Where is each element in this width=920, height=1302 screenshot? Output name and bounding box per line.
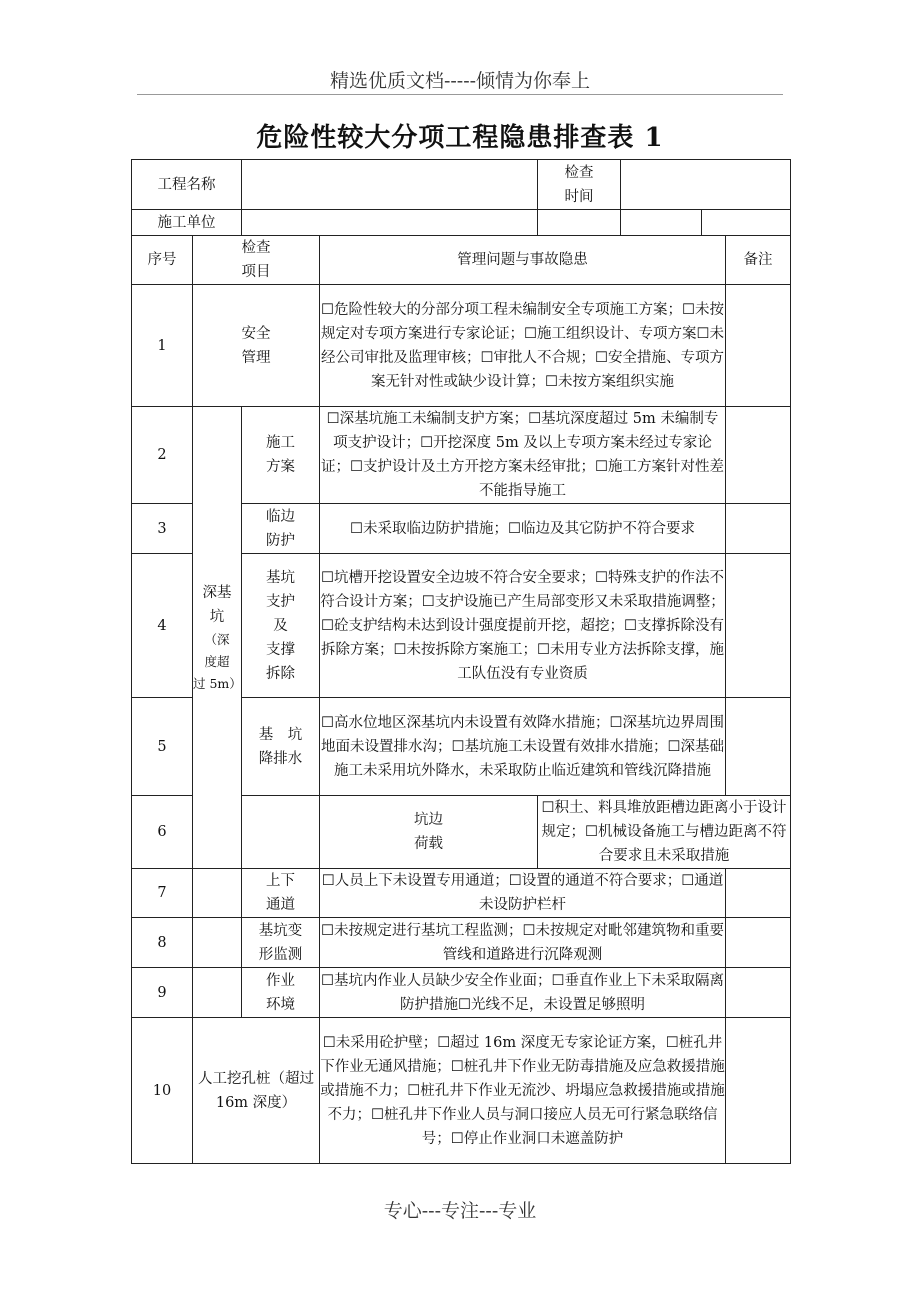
deep-pit-group-label — [193, 407, 242, 869]
row-5-no: 5 — [132, 698, 193, 796]
row-8-group-cell — [193, 918, 242, 968]
project-name-label: 工程名称 — [132, 160, 242, 210]
col-header-issues: 管理问题与事故隐患 — [320, 236, 726, 285]
row-2-item — [242, 407, 320, 504]
row-9-item-line2: 环境 — [266, 996, 295, 1013]
row-4-no: 4 — [132, 554, 193, 698]
check-time-label — [538, 160, 621, 210]
row-9-item-line1: 作业 — [266, 972, 295, 989]
row-6-issues: ☐积土、料具堆放距槽边距离小于设计规定；☐机械设备施工与槽边距离不符合要求且未采取措施 — [538, 796, 791, 869]
check-time-label-line1: 检查 — [564, 164, 594, 181]
row-9-remark — [726, 968, 791, 1018]
row-10-item: 人工挖孔桩（超过 16m 深度） — [193, 1018, 320, 1164]
row-3-item-line2: 防护 — [266, 532, 295, 549]
row-4-item-line2: 支护 — [266, 593, 295, 610]
deep-pit-label-line2: 坑 — [209, 608, 225, 625]
row-3-item-line1: 临边 — [266, 508, 295, 525]
row-8-item-line2: 形监测 — [258, 946, 303, 963]
col-header-no: 序号 — [132, 236, 193, 285]
row-2-item-line1: 施工 — [266, 435, 295, 451]
row-6-group-cell — [242, 796, 320, 869]
row-1-no: 1 — [132, 285, 193, 407]
row-4-remark — [726, 554, 791, 698]
row-2-issues: ☐深基坑施工未编制支护方案；☐基坑深度超过 5m 未编制专项支护设计；☐开挖深度 5m 及以上专项方案未经过专家论证；☐支护设计及土方开挖方案未经审批；☐施工方案针对性差不能指导施工 — [320, 407, 726, 504]
page-footer: 专心---专注---专业 — [383, 1200, 537, 1222]
inspection-table — [131, 159, 791, 1164]
col-header-item — [193, 236, 320, 285]
row-4-item-line5: 拆除 — [266, 665, 295, 682]
row-9-item — [242, 968, 320, 1018]
row-8-remark — [726, 918, 791, 968]
row-7-item — [242, 869, 320, 918]
row-4-item-line1: 基坑 — [266, 569, 295, 586]
page-header: 精选优质文档-----倾情为你奉上 — [329, 70, 591, 92]
row-2-no: 2 — [132, 407, 193, 504]
row-8-no: 8 — [132, 918, 193, 968]
row-3-issues: ☐未采取临边防护措施；☐临边及其它防护不符合要求 — [320, 504, 726, 554]
row-1-item — [193, 285, 320, 407]
row-10-remark — [726, 1018, 791, 1164]
row-6-item-line2: 荷载 — [414, 836, 443, 852]
project-name-value — [242, 160, 538, 210]
row-9-issues: ☐基坑内作业人员缺少安全作业面；☐垂直作业上下未采取隔离防护措施☐光线不足，未设置足够照明 — [320, 968, 726, 1018]
construction-unit-cell-3 — [621, 210, 702, 236]
row-9-group-cell — [193, 968, 242, 1018]
row-4-item — [242, 554, 320, 698]
row-6-item — [320, 796, 538, 869]
row-5-issues: ☐高水位地区深基坑内未设置有效降水措施；☐深基坑边界周围地面未设置排水沟；☐基坑施工未设置有效排水措施；☐深基础施工未采用坑外降水，未采取防止临近建筑和管线沉降措施 — [320, 698, 726, 796]
row-2-item-line2: 方案 — [266, 459, 295, 475]
check-time-label-line2: 时间 — [564, 188, 594, 205]
deep-pit-label-line5: 过 5m） — [193, 675, 242, 691]
row-5-remark — [726, 698, 791, 796]
deep-pit-label-line3: （深 — [204, 631, 230, 647]
row-3-item — [242, 504, 320, 554]
row-9-no: 9 — [132, 968, 193, 1018]
document-title: 危险性较大分项工程隐患排查表 1 — [256, 123, 664, 153]
row-2-remark — [726, 407, 791, 504]
row-8-issues: ☐未按规定进行基坑工程监测；☐未按规定对毗邻建筑物和重要管线和道路进行沉降观测 — [320, 918, 726, 968]
construction-unit-label: 施工单位 — [132, 210, 242, 236]
col-header-remark: 备注 — [726, 236, 791, 285]
row-1-item-line1: 安全 — [241, 325, 271, 342]
row-8-item-line1: 基坑变 — [258, 922, 303, 939]
construction-unit-value — [242, 210, 538, 236]
col-header-item-line2: 项目 — [241, 264, 271, 280]
row-7-group-cell — [193, 869, 242, 918]
row-3-remark — [726, 504, 791, 554]
row-5-item — [242, 698, 320, 796]
header-divider — [137, 94, 783, 95]
row-7-issues: ☐人员上下未设置专用通道；☐设置的通道不符合要求；☐通道未设防护栏杆 — [320, 869, 726, 918]
row-7-item-line1: 上下 — [266, 873, 295, 889]
row-10-issues: ☐未采用砼护壁；☐超过 16m 深度无专家论证方案，☐桩孔井下作业无通风措施；☐桩孔井下作业无防毒措施及应急救援措施或措施不力；☐桩孔井下作业无流沙、坍塌应急救援措施或措施不力；☐桩孔井下作业人员与洞口接应人员无可行紧急联络信号；☐停止作业洞口未遮盖防护 — [320, 1018, 726, 1164]
row-4-issues: ☐坑槽开挖设置安全边坡不符合安全要求；☐特殊支护的作法不符合设计方案；☐支护设施已产生局部变形又未采取措施调整；☐砼支护结构未达到设计强度提前开挖，超挖；☐支撑拆除没有拆除方案；☐未按拆除方案施工；☐未用专业方法拆除支撑，施工队伍没有专业资质 — [320, 554, 726, 698]
row-8-item — [242, 918, 320, 968]
row-5-item-line2: 降排水 — [258, 750, 303, 767]
row-6-item-line1: 坑边 — [414, 812, 443, 828]
row-7-no: 7 — [132, 869, 193, 918]
row-7-remark — [726, 869, 791, 918]
construction-unit-cell-4 — [702, 210, 791, 236]
deep-pit-label-line1: 深基 — [202, 584, 232, 601]
construction-unit-cell-2 — [538, 210, 621, 236]
row-3-no: 3 — [132, 504, 193, 554]
row-6-no: 6 — [132, 796, 193, 869]
col-header-item-line1: 检查 — [241, 240, 271, 256]
row-5-item-line1: 基 坑 — [258, 726, 303, 743]
row-7-item-line2: 通道 — [266, 897, 295, 913]
row-1-issues: ☐危险性较大的分部分项工程未编制安全专项施工方案；☐未按规定对专项方案进行专家论证；☐施工组织设计、专项方案☐未经公司审批及监理审核；☐审批人不合规；☐安全措施、专项方案无针对性或缺少设计算；☐未按方案组织实施 — [320, 285, 726, 407]
row-10-no: 10 — [132, 1018, 193, 1164]
row-1-remark — [726, 285, 791, 407]
check-time-value — [621, 160, 791, 210]
row-1-item-line2: 管理 — [241, 349, 271, 366]
row-4-item-line3: 及 — [273, 617, 288, 634]
row-4-item-line4: 支撑 — [266, 641, 295, 658]
deep-pit-label-line4: 度超 — [204, 653, 230, 669]
